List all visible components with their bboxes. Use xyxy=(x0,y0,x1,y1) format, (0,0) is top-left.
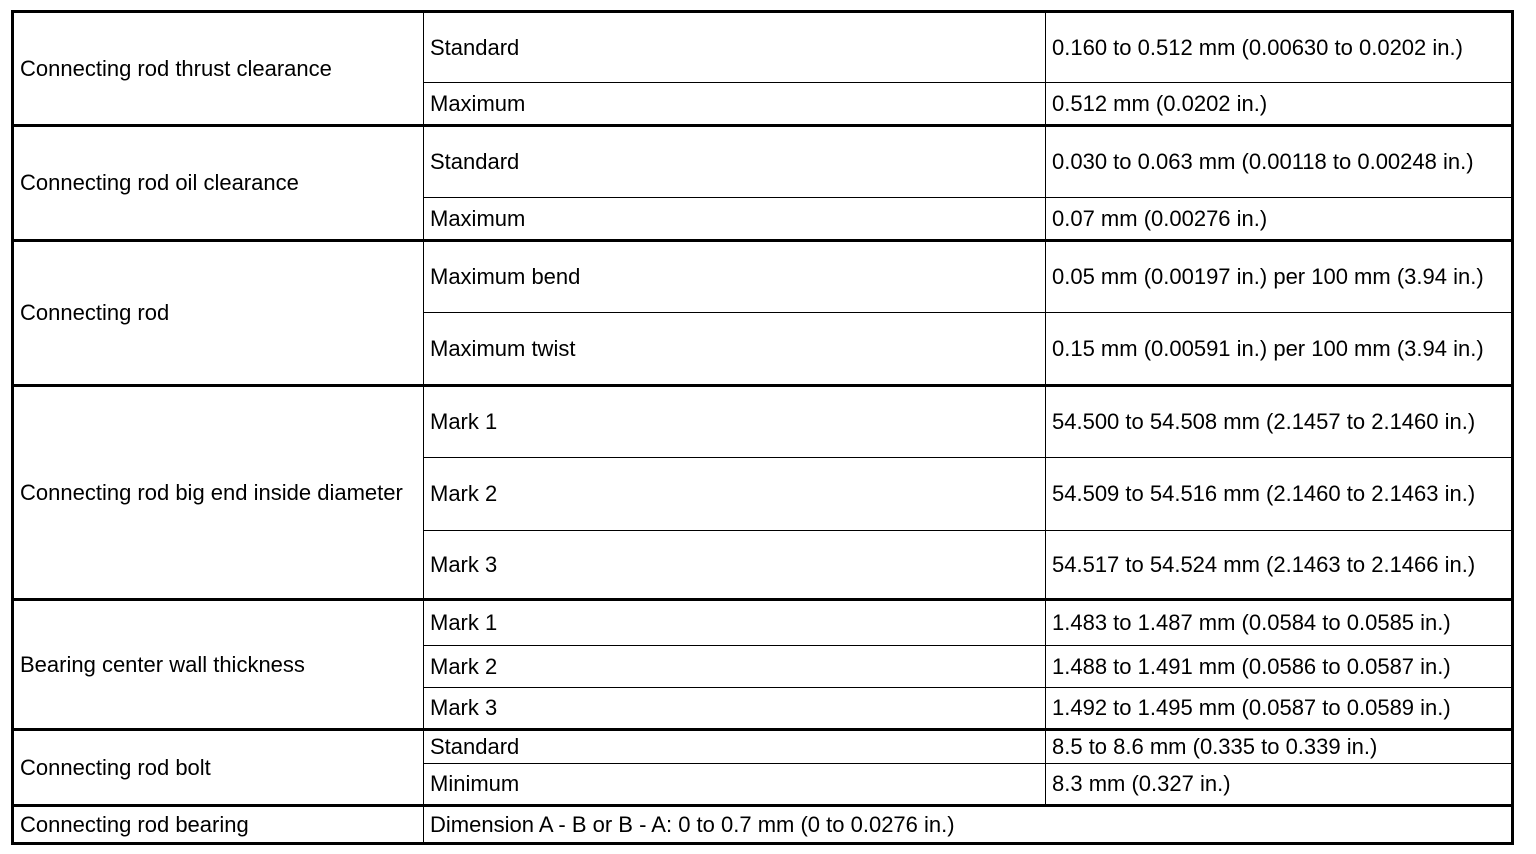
spec-group xyxy=(13,126,1513,241)
value-cell: 1.492 to 1.495 mm (0.0587 to 0.0589 in.) xyxy=(1046,688,1513,730)
spec-group xyxy=(13,241,1513,386)
value-cell: 8.3 mm (0.327 in.) xyxy=(1046,764,1513,806)
value-cell: 54.500 to 54.508 mm (2.1457 to 2.1460 in.) xyxy=(1046,386,1513,458)
value-cell: Dimension A - B or B - A: 0 to 0.7 mm (0 to 0.0276 in.) xyxy=(424,806,1513,844)
table-row xyxy=(13,806,1513,844)
item-label: Bearing center wall thickness xyxy=(13,600,424,730)
item-label: Connecting rod xyxy=(13,241,424,386)
value-cell: 0.15 mm (0.00591 in.) per 100 mm (3.94 in.) xyxy=(1046,313,1513,386)
table-row xyxy=(13,730,1513,764)
item-label: Connecting rod bearing xyxy=(13,806,424,844)
spec-group xyxy=(13,12,1513,126)
condition-cell: Mark 2 xyxy=(424,646,1046,688)
table-row xyxy=(13,241,1513,313)
value-cell: 54.509 to 54.516 mm (2.1460 to 2.1463 in.) xyxy=(1046,458,1513,531)
value-cell: 0.030 to 0.063 mm (0.00118 to 0.00248 in.) xyxy=(1046,126,1513,198)
condition-cell: Maximum xyxy=(424,198,1046,241)
spec-group xyxy=(13,386,1513,600)
item-label: Connecting rod thrust clearance xyxy=(13,12,424,126)
condition-cell: Minimum xyxy=(424,764,1046,806)
value-cell: 54.517 to 54.524 mm (2.1463 to 2.1466 in.) xyxy=(1046,531,1513,600)
condition-cell: Mark 1 xyxy=(424,386,1046,458)
item-label: Connecting rod big end inside diameter xyxy=(13,386,424,600)
value-cell: 0.05 mm (0.00197 in.) per 100 mm (3.94 in.) xyxy=(1046,241,1513,313)
condition-cell: Mark 3 xyxy=(424,688,1046,730)
condition-cell: Standard xyxy=(424,126,1046,198)
spec-group xyxy=(13,600,1513,730)
table-row xyxy=(13,600,1513,646)
value-cell: 0.07 mm (0.00276 in.) xyxy=(1046,198,1513,241)
table-row xyxy=(13,12,1513,83)
spec-group xyxy=(13,730,1513,806)
value-cell: 1.483 to 1.487 mm (0.0584 to 0.0585 in.) xyxy=(1046,600,1513,646)
value-cell: 8.5 to 8.6 mm (0.335 to 0.339 in.) xyxy=(1046,730,1513,764)
condition-cell: Standard xyxy=(424,730,1046,764)
condition-cell: Mark 3 xyxy=(424,531,1046,600)
value-cell: 0.160 to 0.512 mm (0.00630 to 0.0202 in.) xyxy=(1046,12,1513,83)
value-cell: 0.512 mm (0.0202 in.) xyxy=(1046,83,1513,126)
condition-cell: Maximum bend xyxy=(424,241,1046,313)
condition-cell: Maximum xyxy=(424,83,1046,126)
table-row xyxy=(13,126,1513,198)
condition-cell: Maximum twist xyxy=(424,313,1046,386)
condition-cell: Standard xyxy=(424,12,1046,83)
condition-cell: Mark 2 xyxy=(424,458,1046,531)
spec-group xyxy=(13,806,1513,844)
value-cell: 1.488 to 1.491 mm (0.0586 to 0.0587 in.) xyxy=(1046,646,1513,688)
condition-cell: Mark 1 xyxy=(424,600,1046,646)
item-label: Connecting rod bolt xyxy=(13,730,424,806)
spec-table xyxy=(11,10,1514,845)
table-row xyxy=(13,386,1513,458)
item-label: Connecting rod oil clearance xyxy=(13,126,424,241)
